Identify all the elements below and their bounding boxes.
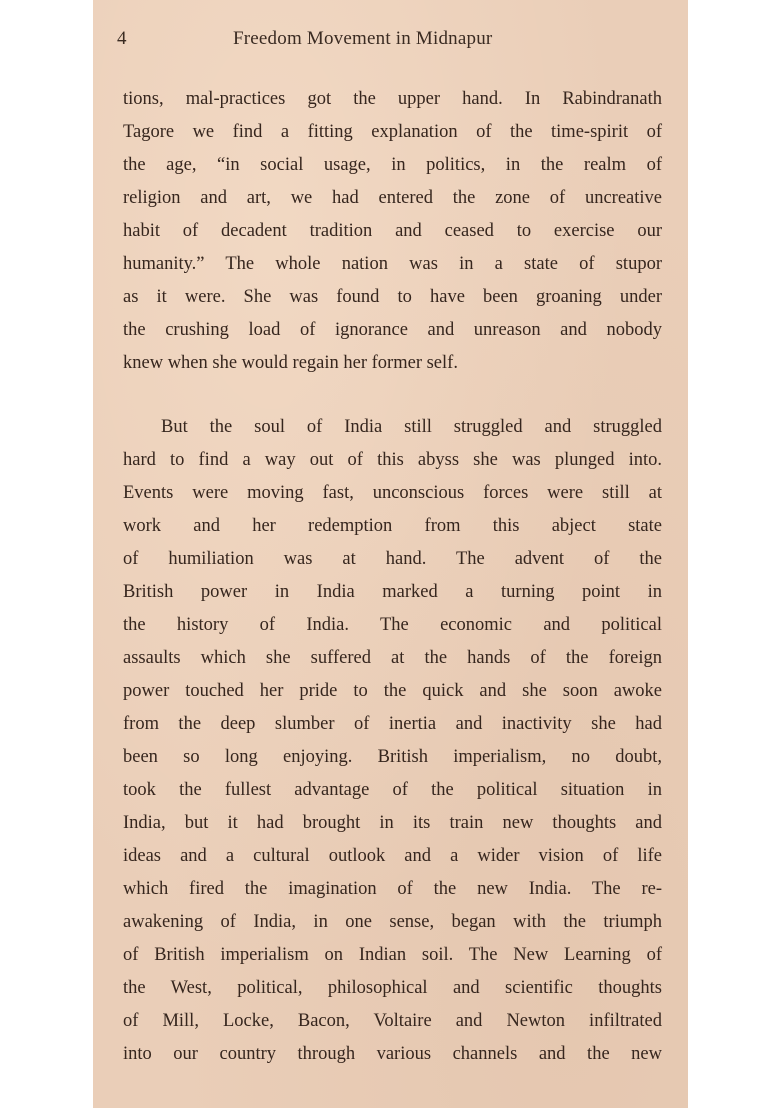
text-line: British power in India marked a turning point in xyxy=(123,582,662,602)
text-line: assaults which she suffered at the hands of the foreign xyxy=(123,648,662,668)
text-line: which fired the imagination of the new India. The re- xyxy=(123,879,662,899)
text-line: the history of India. The economic and political xyxy=(123,615,662,635)
text-line: habit of decadent tradition and ceased to exercise our xyxy=(123,221,662,241)
text-line: into our country through various channels and the new xyxy=(123,1044,662,1064)
text-line: hard to find a way out of this abyss she was plunged into. xyxy=(123,450,662,470)
text-line: as it were. She was found to have been groaning under xyxy=(123,287,662,307)
page-number: 4 xyxy=(117,28,127,49)
text-line: humanity.” The whole nation was in a state of stupor xyxy=(123,254,662,274)
text-line: work and her redemption from this abject state xyxy=(123,516,662,536)
text-line: Events were moving fast, unconscious forces were still at xyxy=(123,483,662,503)
book-page xyxy=(93,0,688,1108)
text-line: religion and art, we had entered the zone of uncreative xyxy=(123,188,662,208)
text-line: tions, mal-practices got the upper hand. In Rabindranath xyxy=(123,89,662,109)
text-line: from the deep slumber of inertia and inactivity she had xyxy=(123,714,662,734)
text-line: the crushing load of ignorance and unreason and nobody xyxy=(123,320,662,340)
text-line: Tagore we find a fitting explanation of the time-spirit of xyxy=(123,122,662,142)
text-line: But the soul of India still struggled and struggled xyxy=(161,417,662,437)
text-line: ideas and a cultural outlook and a wider vision of life xyxy=(123,846,662,866)
text-line: awakening of India, in one sense, began with the triumph xyxy=(123,912,662,932)
text-line: knew when she would regain her former self. xyxy=(123,353,458,373)
text-line: India, but it had brought in its train new thoughts and xyxy=(123,813,662,833)
text-line: power touched her pride to the quick and she soon awoke xyxy=(123,681,662,701)
text-line: took the fullest advantage of the political situation in xyxy=(123,780,662,800)
text-line: been so long enjoying. British imperialism, no doubt, xyxy=(123,747,662,767)
text-line: the age, “in social usage, in politics, in the realm of xyxy=(123,155,662,175)
text-line: of British imperialism on Indian soil. The New Learning of xyxy=(123,945,662,965)
running-title: Freedom Movement in Midnapur xyxy=(233,28,493,49)
text-line: of Mill, Locke, Bacon, Voltaire and Newton infiltrated xyxy=(123,1011,662,1031)
text-line: the West, political, philosophical and scientific thoughts xyxy=(123,978,662,998)
text-line: of humiliation was at hand. The advent of the xyxy=(123,549,662,569)
